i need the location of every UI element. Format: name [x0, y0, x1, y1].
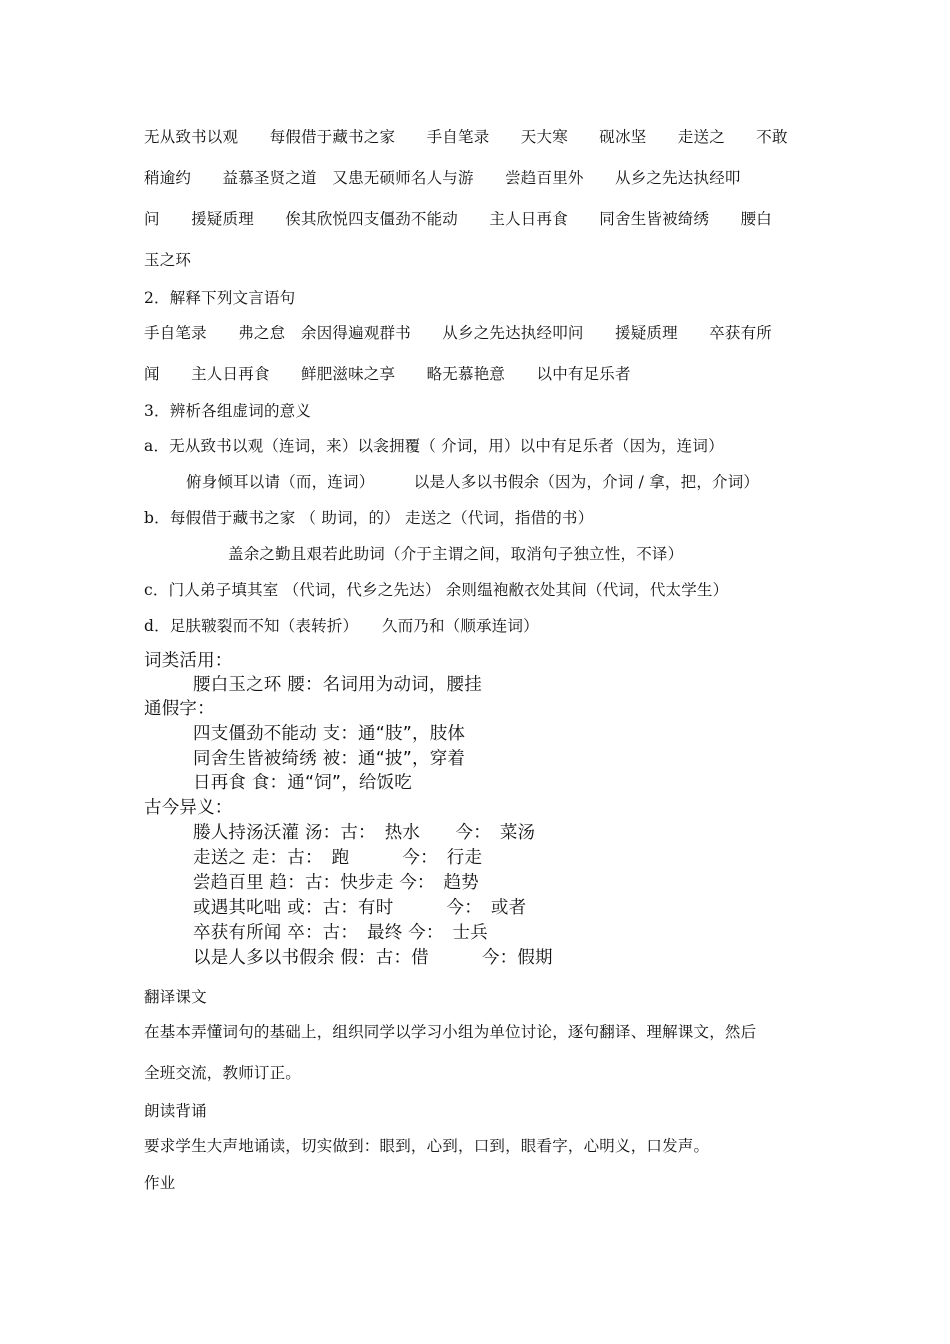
function-word-b2: 盖余之勤且艰若此助词（介于主谓之间，取消句子独立性，不译） — [228, 545, 684, 563]
ancient-modern-item-2: 走送之 走：古： 跑 今： 行走 — [193, 848, 483, 868]
ancient-modern-item-3: 尝趋百里 趋：古：快步走 今： 趋势 — [193, 873, 479, 893]
vocab-line-1: 无从致书以观 每假借于藏书之家 手自笔录 天大寒 砚冰坚 走送之 不敢 — [144, 128, 788, 146]
section-2-heading: 2．解释下列文言语句 — [144, 289, 296, 307]
ancient-modern-item-5: 卒获有所闻 卒：古： 最终 今： 士兵 — [193, 923, 488, 943]
vocab-line-3: 问 援疑质理 俟其欣悦四支僵劲不能动 主人日再食 同舍生皆被绮绣 腰白 — [144, 210, 773, 228]
function-word-c1: c．门人弟子填其室 （代词，代乡之先达） 余则缊袍敝衣处其间（代词，代太学生） — [144, 581, 729, 599]
function-word-a2: 俯身倾耳以请（而，连词） 以是人多以书假余（因为，介词 / 拿，把，介词） — [186, 473, 760, 491]
homework-heading: 作业 — [144, 1174, 176, 1192]
loan-character-heading: 通假字： — [144, 699, 215, 719]
vocab-line-2: 稍逾约 益慕圣贤之道 又患无硕师名人与游 尝趋百里外 从乡之先达执经叩 — [144, 169, 741, 187]
ancient-modern-item-1: 媵人持汤沃灌 汤：古： 热水 今： 菜汤 — [193, 823, 536, 843]
vocab-line-4: 玉之环 — [144, 251, 192, 269]
ancient-modern-heading: 古今异义： — [144, 798, 233, 818]
ancient-modern-item-6: 以是人多以书假余 假：古：借 今：假期 — [193, 948, 553, 968]
function-word-b1: b．每假借于藏书之家 （ 助词，的） 走送之（代词，指借的书） — [144, 509, 594, 527]
loan-character-item-1: 四支僵劲不能动 支：通“肢”，肢体 — [193, 724, 466, 744]
explain-line-2: 闻 主人日再食 鲜肥滋味之享 略无慕艳意 以中有足乐者 — [144, 365, 631, 383]
part-of-speech-item: 腰白玉之环 腰：名词用为动词，腰挂 — [193, 675, 482, 695]
recitation-line: 要求学生大声地诵读，切实做到：眼到，心到，口到，眼看字，心明义，口发声。 — [144, 1137, 710, 1155]
function-word-a1: a．无从致书以观（连词，来）以衾拥覆（ 介词，用）以中有足乐者（因为，连词） — [144, 437, 724, 455]
recitation-heading: 朗读背诵 — [144, 1102, 207, 1120]
part-of-speech-heading: 词类活用： — [144, 651, 233, 671]
translation-line-2: 全班交流，教师订正。 — [144, 1064, 302, 1082]
loan-character-item-2: 同舍生皆被绮绣 被：通“披”，穿着 — [193, 749, 466, 769]
function-word-d1: d．足肤皲裂而不知（表转折） 久而乃和（顺承连词） — [144, 617, 539, 635]
translation-heading: 翻译课文 — [144, 988, 207, 1006]
loan-character-item-3: 日再食 食：通“饲”，给饭吃 — [193, 773, 412, 793]
translation-line-1: 在基本弄懂词句的基础上，组织同学以学习小组为单位讨论，逐句翻译、理解课文，然后 — [144, 1023, 757, 1041]
explain-line-1: 手自笔录 弗之怠 余因得遍观群书 从乡之先达执经叩问 援疑质理 卒获有所 — [144, 324, 773, 342]
section-3-heading: 3．辨析各组虚词的意义 — [144, 402, 312, 420]
ancient-modern-item-4: 或遇其叱咄 或：古：有时 今： 或者 — [193, 898, 527, 918]
